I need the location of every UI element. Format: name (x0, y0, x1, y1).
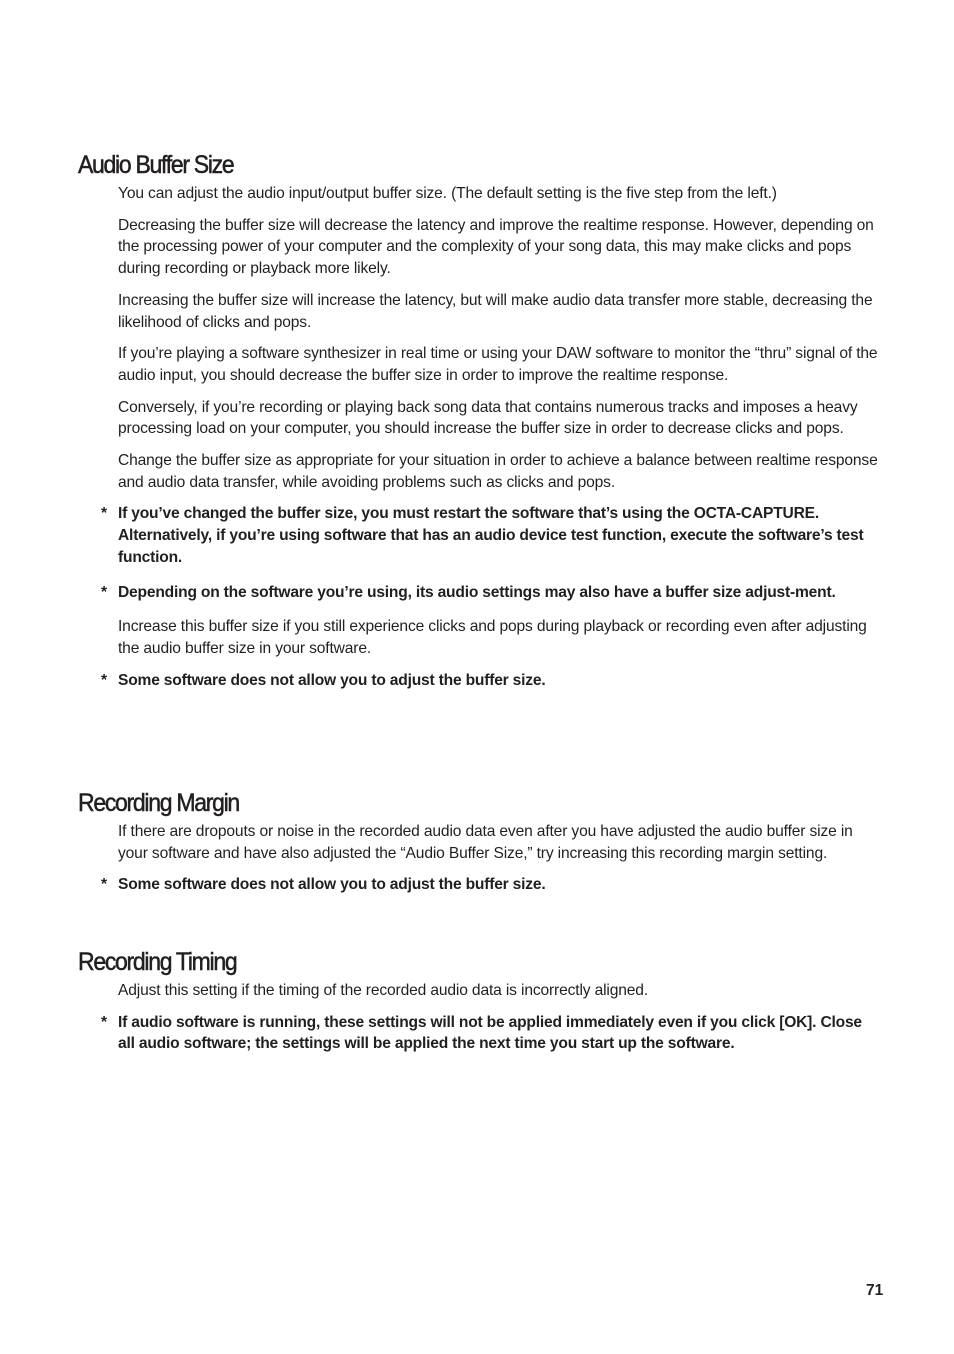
paragraph: Change the buffer size as appropriate for your situation in order to achieve a balance between realtime response and audio data transfer, while avoiding problems such as clicks and pops. (118, 452, 878, 491)
section-heading: Recording Timing (78, 948, 237, 976)
paragraph: Increase this buffer size if you still experience clicks and pops during playback or recording even after adjusting the audio buffer size in your software. (118, 618, 867, 657)
paragraph: If you’re playing a software synthesizer in real time or using your DAW software to monitor the “thru” signal of the audio input, you should decrease the buffer size in order to improve the realtime response. (118, 345, 878, 384)
paragraph: Decreasing the buffer size will decrease the latency and improve the realtime response. However, depending on the processing power of your computer and the complexity of your song data, this may make clicks and pops during recording or playback more likely. (118, 216, 874, 278)
section-audio-buffer-size (78, 150, 878, 701)
note (101, 670, 878, 692)
page-number: 71 (866, 1282, 884, 1299)
note-text: Depending on the software you’re using, its audio settings may also have a buffer size adjust-ment. (118, 583, 836, 601)
note-text: Some software does not allow you to adjust the buffer size. (118, 671, 546, 689)
note-text: If you’ve changed the buffer size, you must restart the software that’s using the OCTA-CAPTURE. Alternatively, if you’re using software that has an audio device test function, execute the software’s test function. (118, 505, 864, 566)
note (101, 503, 878, 568)
paragraph: You can adjust the audio input/output buffer size. (The default setting is the five step from the left.) (118, 185, 777, 202)
section-recording-timing (78, 947, 878, 1065)
note (101, 1012, 878, 1055)
note-marker: * (101, 1013, 107, 1031)
note-text: If audio software is running, these settings will not be applied immediately even if you click [OK]. Close all audio software; the settings will be applied the next time you start up the software. (118, 1013, 862, 1053)
note-text: Some software does not allow you to adjust the buffer size. (118, 876, 546, 894)
paragraph: Increasing the buffer size will increase the latency, but will make audio data transfer more stable, decreasing the likelihood of clicks and pops. (118, 291, 873, 331)
note-marker: * (101, 505, 107, 523)
paragraph: Conversely, if you’re recording or playing back song data that contains numerous tracks and imposes a heavy processing load on your computer, you should increase the buffer size in order to decrease clicks and pops. (118, 398, 858, 438)
paragraph: Adjust this setting if the timing of the recorded audio data is incorrectly aligned. (118, 982, 649, 999)
note-marker: * (101, 876, 107, 894)
section-heading: Audio Buffer Size (78, 151, 234, 179)
section-recording-margin (78, 788, 878, 906)
paragraph: If there are dropouts or noise in the recorded audio data even after you have adjusted the audio buffer size in your software and have also adjusted the “Audio Buffer Size,” try increasing this recording margin setting. (118, 823, 853, 862)
section-heading: Recording Margin (78, 789, 239, 817)
note (101, 582, 878, 604)
note (101, 874, 878, 896)
note-marker: * (101, 583, 107, 601)
note-marker: * (101, 671, 107, 689)
